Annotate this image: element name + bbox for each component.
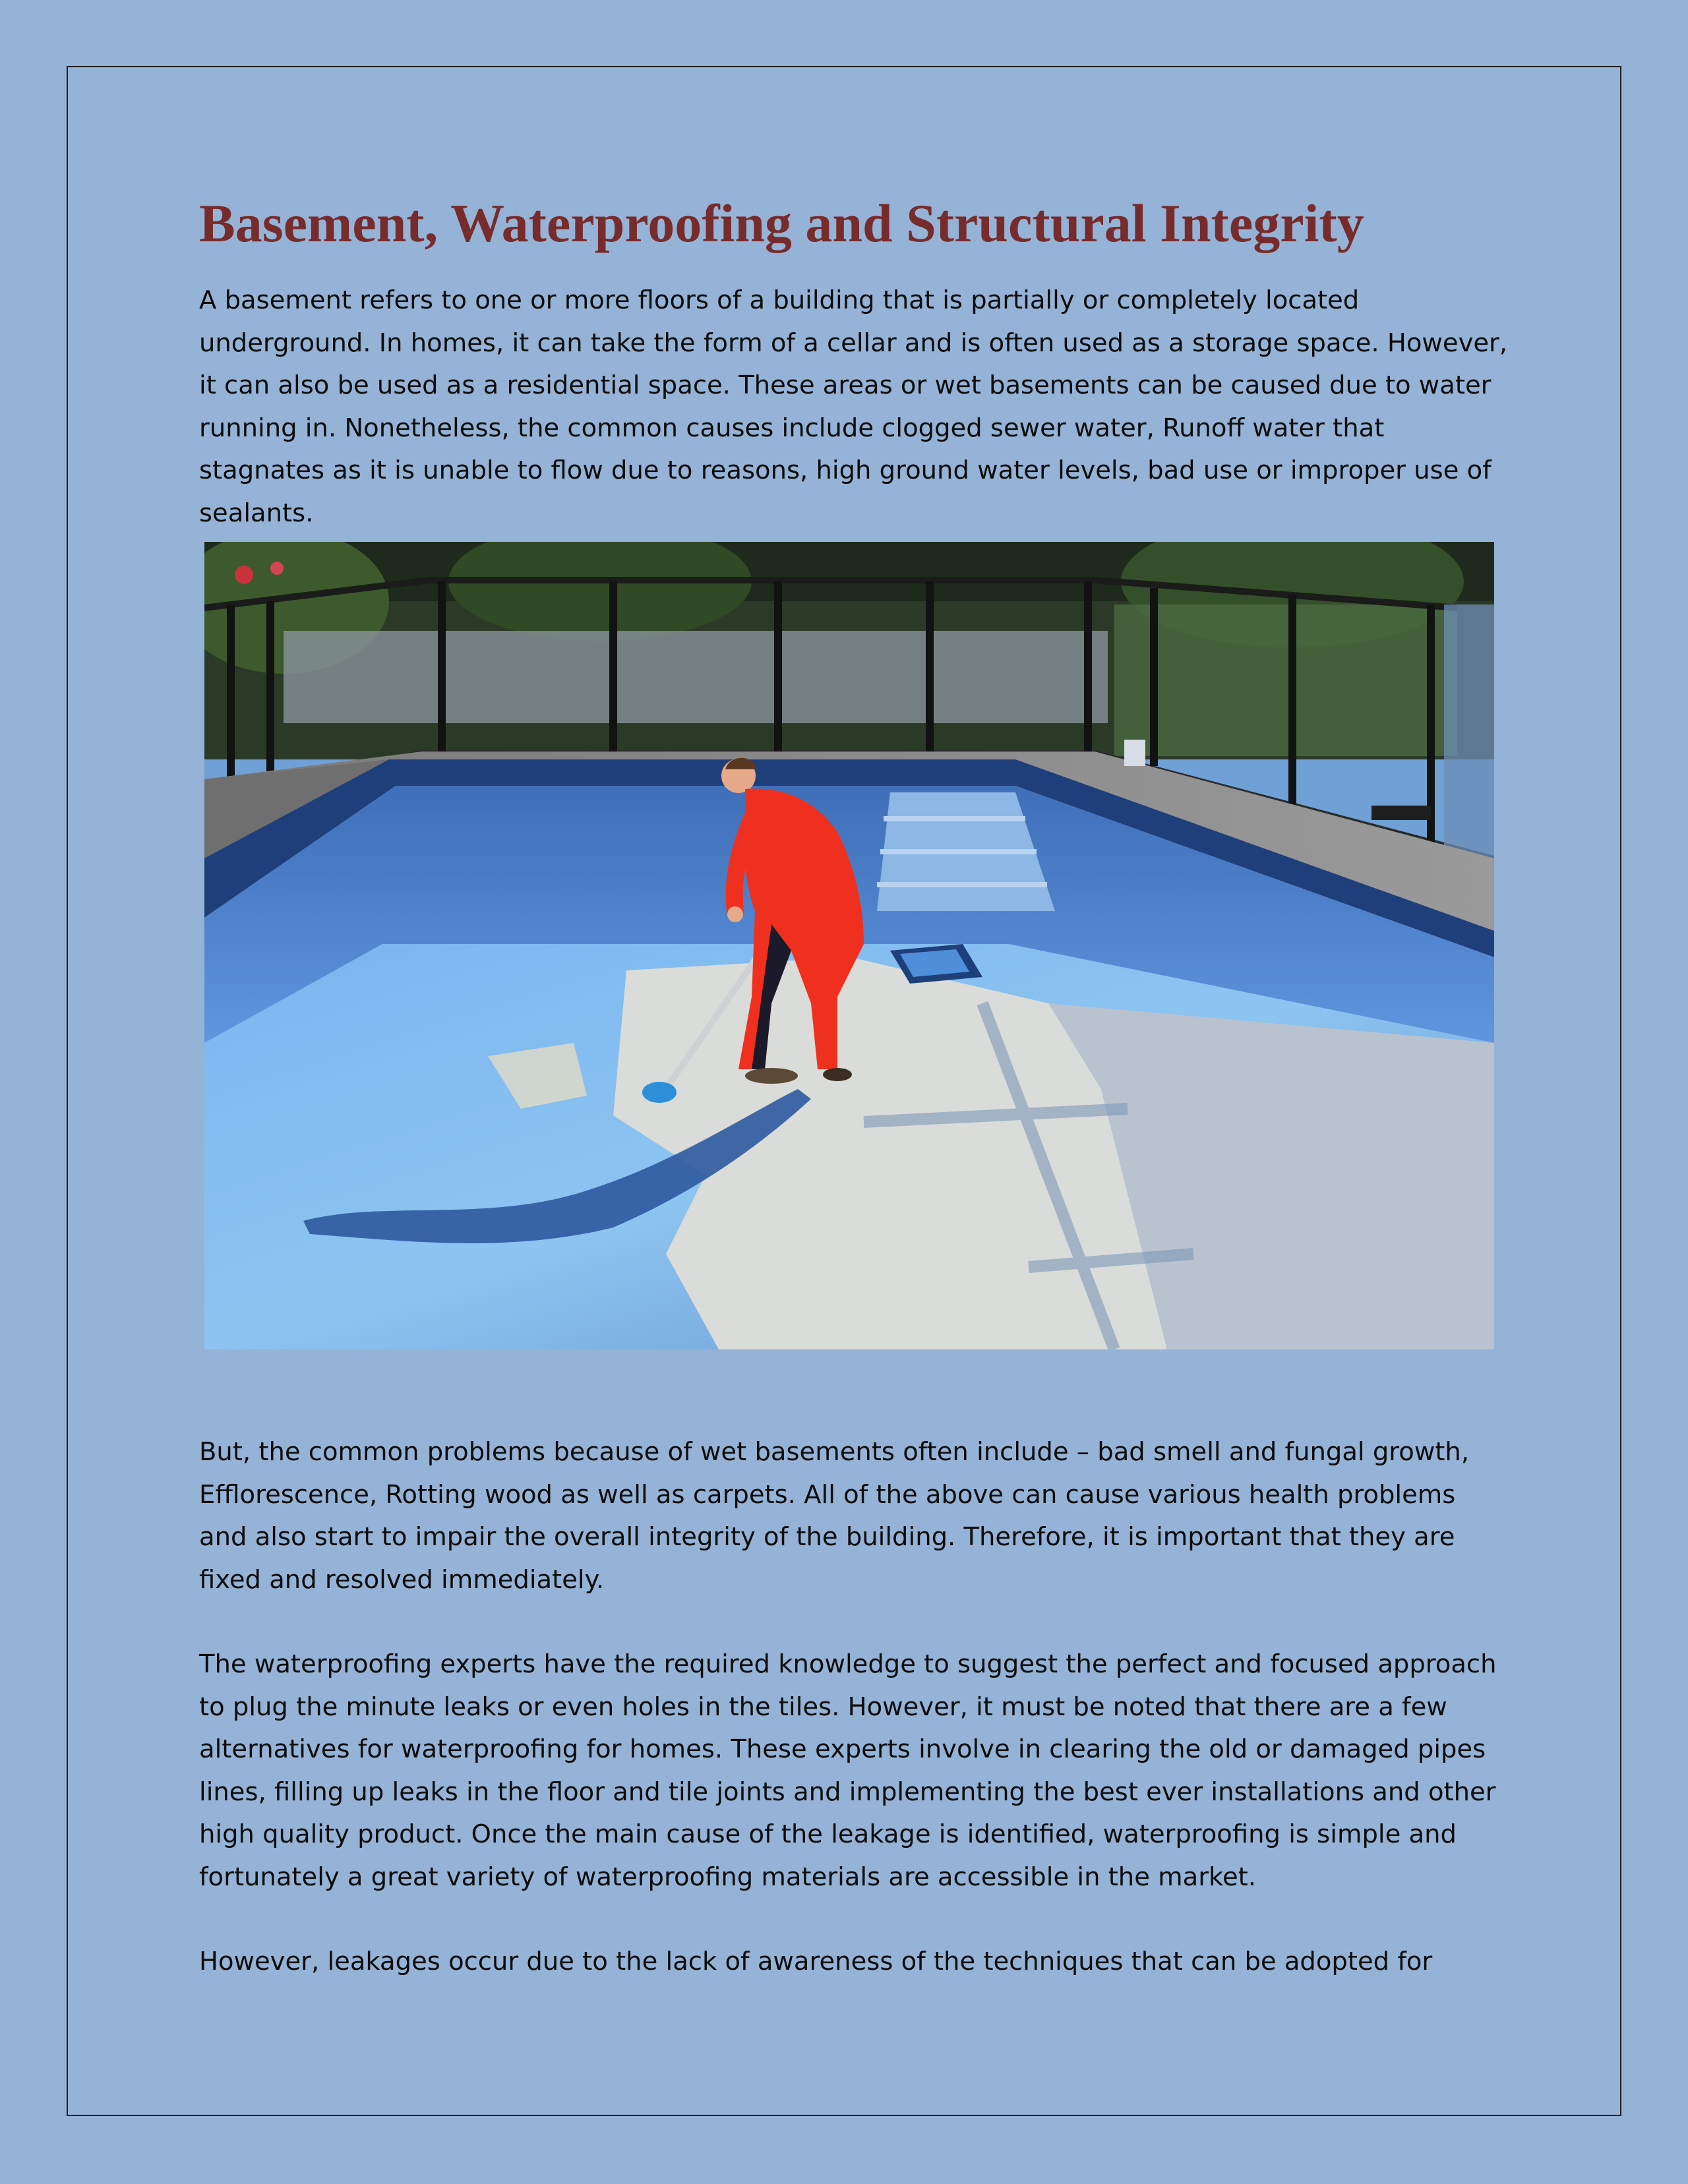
pool-painting-photo xyxy=(204,542,1494,1349)
paragraph-problems: But, the common problems because of wet basements often include – bad smell and fungal growth, Efflorescence, Rotting wood as well as carpets. All of the above can cause various health problems and also start to impair the overall integrity of the building. Therefore, it is important that they are fixed and resolved immediately. xyxy=(199,1437,1470,1595)
paragraph-intro: A basement refers to one or more floors of a building that is partially or completely located underground. In homes, it can take the form of a cellar and is often used as a storage space. However, it can also be used as a residential space. These areas or wet basements can be caused due to water running in. Nonetheless, the common causes include clogged sewer water, Runoff water that stagnates as it is unable to flow due to reasons, high ground water levels, bad use or improper use of sealants. xyxy=(199,285,1508,528)
document-title: Basement, Waterproofing and Structural Integrity xyxy=(199,193,1364,253)
paragraph-leakages: However, leakages occur due to the lack of awareness of the techniques that can be adopted for xyxy=(199,1947,1433,1977)
paragraph-experts: The waterproofing experts have the required knowledge to suggest the perfect and focused approach to plug the minute leaks or even holes in the tiles. However, it must be noted that there are a few alternatives for waterproofing for homes. These experts involve in clearing the old or damaged pipes lines, filling up leaks in the floor and tile joints and implementing the best ever installations and other high quality product. Once the main cause of the leakage is identified, waterproofing is simple and fortunately a great variety of waterproofing materials are accessible in the market. xyxy=(199,1649,1497,1892)
photo-illustration xyxy=(204,542,1494,1349)
